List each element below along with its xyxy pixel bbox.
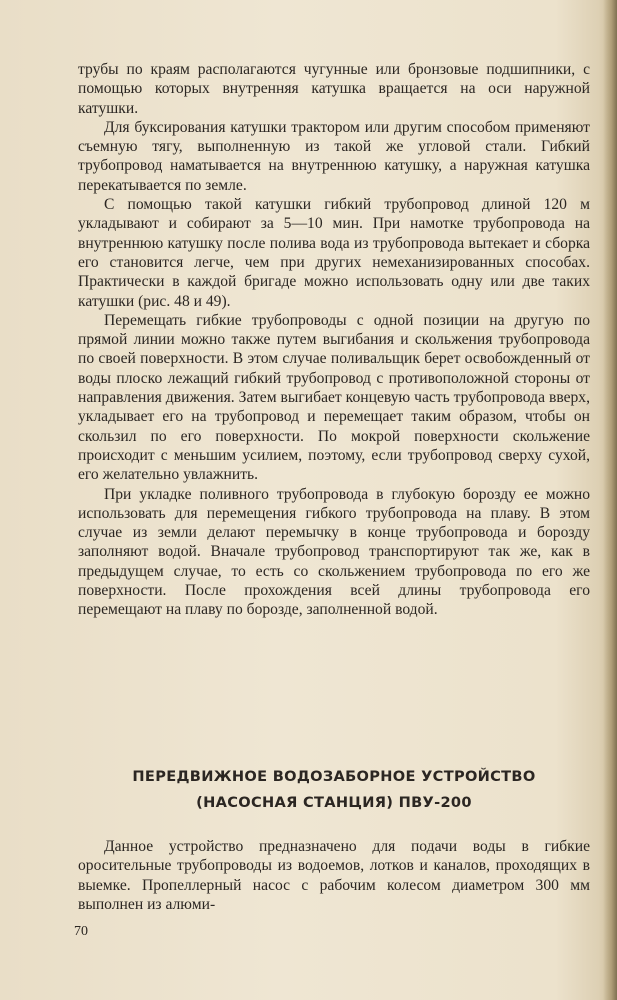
page-number: 70 — [74, 924, 88, 939]
paragraph-1: трубы по краям располагаются чугунные или бронзовые подшипники, с помощью которых внутренняя катушка вращается на оси наружной катушки. — [78, 61, 590, 117]
section-body-text — [78, 837, 590, 914]
section-paragraph: Данное устройство предназначено для подачи воды в гибкие оросительные трубопроводы из водоемов, лотков и каналов, проходящих в выемке. Пропеллерный насос с рабочим колесом диаметром 300 мм выполнен из алюми- — [78, 838, 590, 913]
paragraph-3: С помощью такой катушки гибкий трубопровод длиной 120 м укладывают и собирают за 5—10 мин. При намотке трубопровода на внутреннюю катушку после полива вода из трубопровода вытекает и сборка его становится легче, чем при других немеханизированных способах. Практически в каждой бригаде можно использовать одну или две таких катушки (рис. 48 и 49). — [78, 196, 590, 310]
paragraph-5: При укладке поливного трубопровода в глубокую борозду ее можно использовать для перемещения гибкого трубопровода на плаву. В этом случае из земли делают перемычку в конце трубопровода и борозду заполняют водой. Вначале трубопровод транспортируют так же, как в предыдущем случае, то есть со скольжением трубопровода по его же поверхности. После прохождения всей длины трубопровода его перемещают на плаву по борозде, заполненной водой. — [78, 485, 590, 619]
body-text — [78, 60, 590, 620]
section-heading — [78, 764, 590, 816]
section-heading-line-2: (НАСОСНАЯ СТАНЦИЯ) ПВУ-200 — [196, 794, 472, 811]
paragraph-4: Перемещать гибкие трубопроводы с одной позиции на другую по прямой линии можно также путем выгибания и скольжения трубопровода по своей поверхности. В этом случае поливальщик берет освобожденный от воды плоско лежащий гибкий трубопровод с противоположной стороны от направления движения. Затем выгибает концевую часть трубопровода вверх, укладывает его на трубопровод и перемещает таким образом, чтобы он скользил по его поверхности. По мокрой поверхности скольжение происходит с меньшим усилием, поэтому, если трубопровод сверху сухой, его желательно увлажнить. — [78, 311, 590, 484]
page-spine-shadow — [603, 0, 617, 1000]
paragraph-2: Для буксирования катушки трактором или другим способом применяют съемную тягу, выполненную из такой же угловой стали. Гибкий трубопровод наматывается на внутреннюю катушку, а наружная катушка перекатывается по земле. — [78, 118, 590, 194]
section-heading-line-1: ПЕРЕДВИЖНОЕ ВОДОЗАБОРНОЕ УСТРОЙСТВО — [132, 768, 536, 785]
